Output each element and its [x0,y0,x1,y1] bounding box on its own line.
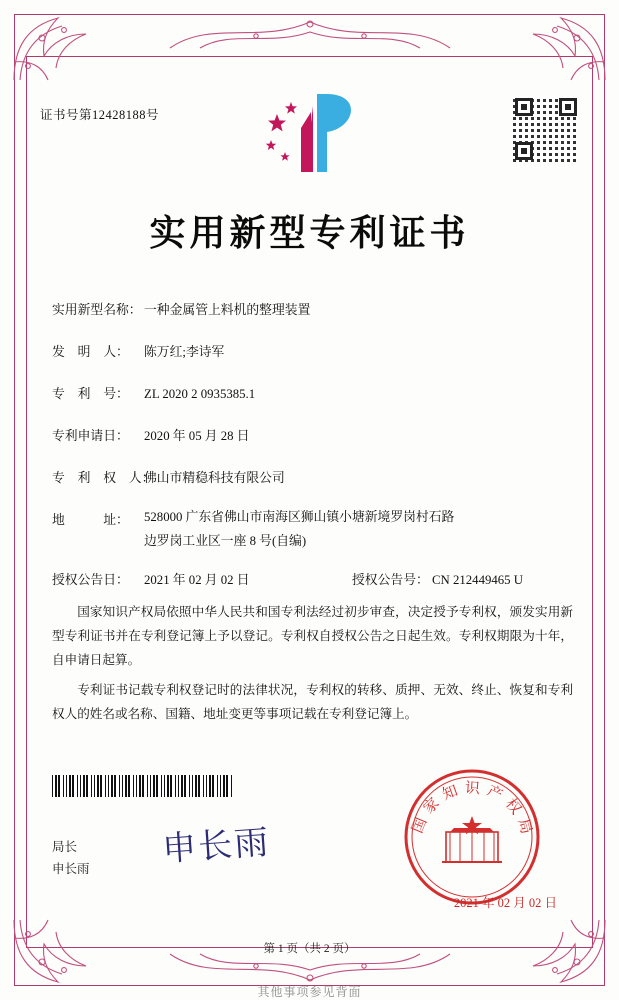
qr-code-icon [513,96,579,162]
top-ornament-icon [160,10,460,54]
field-patent-number [52,379,573,409]
field-grant-row [52,565,573,595]
field-address [52,505,573,553]
field-label: 授权公告号： [352,573,429,587]
legal-paragraph-2: 专利证书记载专利权登记时的法律状况，专利权的转移、质押、无效、终止、恢复和专利权人的姓名或名称、国籍、地址变更等事项记载在专利登记簿上。 [52,683,573,721]
field-label: 授权公告日： [52,573,129,587]
field-patentee [52,463,573,493]
field-value: CN 212449465 U [432,573,524,587]
barcode [52,775,232,797]
director-block [52,836,90,880]
field-grant-date [52,565,352,595]
legal-paragraph-1: 国家知识产权局依照中华人民共和国专利法经过初步审查，决定授予专利权，颁发实用新型专利证书并在专利登记簿上予以登记。专利权自授权公告之日起生效。专利权期限为十年，自申请日起算。 [52,605,573,667]
field-value: ZL 2020 2 0935385.1 [144,387,256,401]
field-application-date [52,421,573,451]
director-name: 申长雨 [52,862,90,876]
field-label: 专利申请日： [52,429,129,443]
director-signature: 申长雨 [160,822,272,870]
field-value [144,505,573,553]
director-label: 局长 [52,840,78,854]
field-grant-number [352,565,573,595]
address-line-1: 528000 广东省佛山市南海区狮山镇小塘新境罗岗村石路 [144,510,455,524]
field-label: 实用新型名称： [52,303,142,317]
legal-text [52,600,573,732]
back-page-note: 其他事项参见背面 [257,985,362,999]
address-line-2: 边罗岗工业区一座 8 号(自编) [144,534,307,548]
field-value: 一种金属管上料机的整理装置 [144,303,311,317]
field-value: 佛山市精稳科技有限公司 [144,471,285,485]
seal-date: 2021 年 02 月 02 日 [453,896,557,910]
field-label: 专 利 权 人： [52,471,155,485]
field-invention-name [52,295,573,325]
field-value: 2021 年 02 月 02 日 [144,573,250,587]
certificate-number: 证书号第12428188号 [40,108,160,122]
page-number: 第 1 页（共 2 页） [263,943,356,955]
field-label: 专 利 号： [52,387,129,401]
svg-text:国家知识产权局: 国家知识产权局 [407,778,538,842]
page-title: 实用新型专利证书 [149,213,470,254]
field-inventors [52,337,573,367]
field-label: 地 址： [52,513,129,527]
certificate-fields [52,295,573,607]
field-label: 发 明 人： [52,345,129,359]
field-value: 陈万红;李诗军 [144,345,225,359]
official-seal [403,768,541,906]
patent-office-logo-icon [255,88,365,180]
field-value: 2020 年 05 月 28 日 [144,429,250,443]
